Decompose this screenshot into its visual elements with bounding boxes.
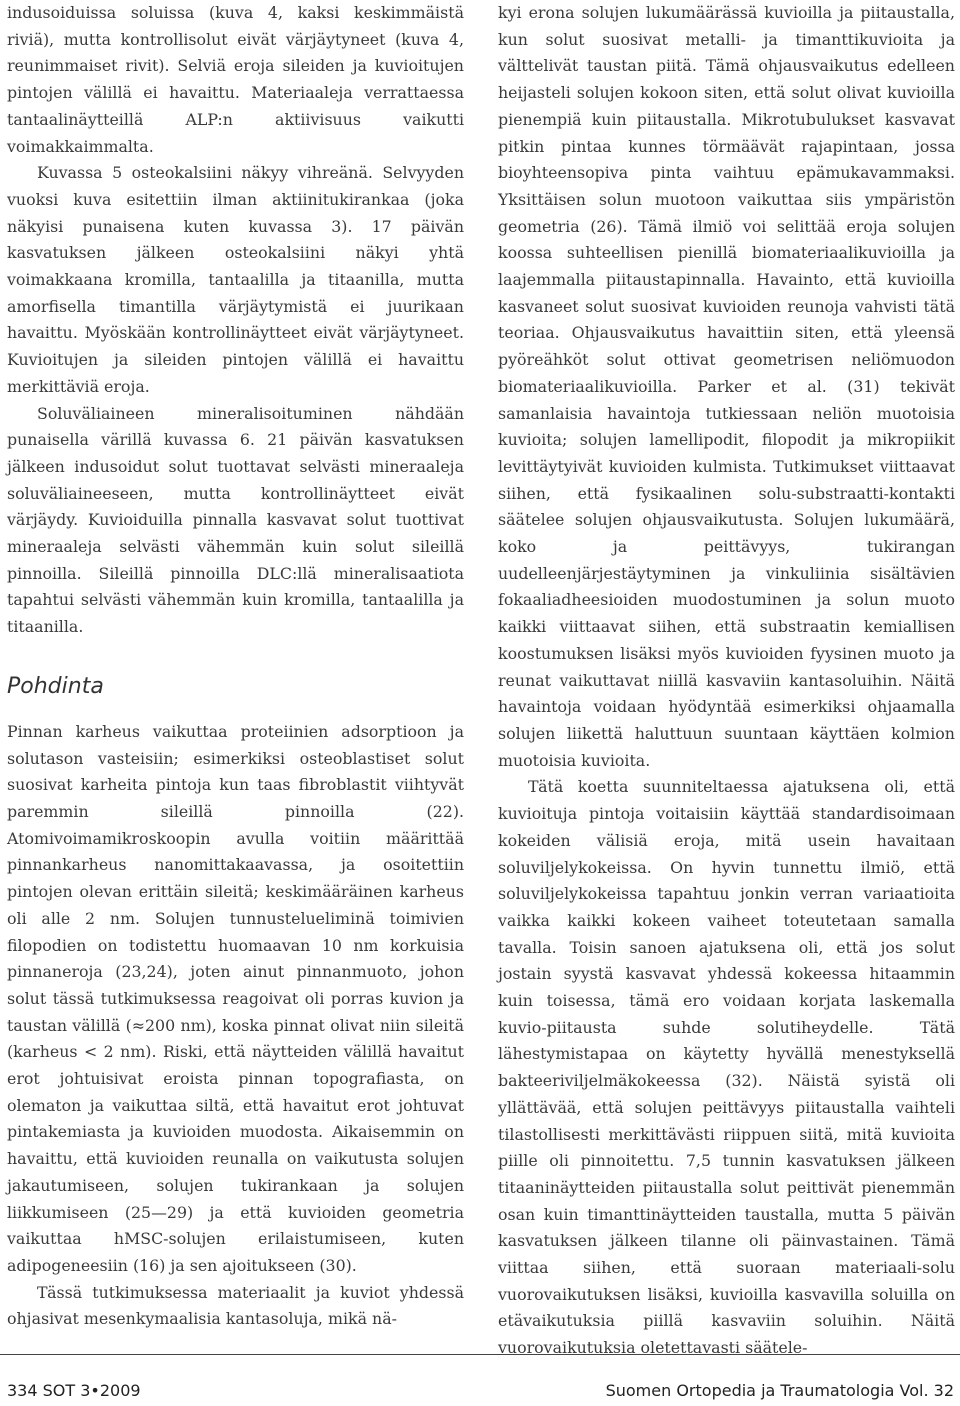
paragraph: Kuvassa 5 osteokalsiini näkyy vihreänä. Selvyyden vuoksi kuva esitettiin ilman aktiinitukirankaa (joka näkyisi punaisena kuten kuvassa 3). 17 päivän kasvatuksen jälkeen osteokalsiini näkyi yhtä voimakkaana kromilla, tantaalilla ja titaanilla, mutta amorfisella timantilla värjäytymistä ei juurikaan havaittu. Myöskään kontrollinäytteet eivät värjäytyneet. Kuvioitujen ja sileiden pintojen välillä ei havaittu merkittäviä eroja. xyxy=(7,163,464,396)
paragraph: Soluväliaineen mineralisoituminen nähdään punaisella värillä kuvassa 6. 21 päivän kasvatuksen jälkeen indusoidut solut tuottavat selvästi mineraaleja soluväliaineeseen, mutta kontrollinäytteet eivät värjäydy. Kuvioiduilla pinnalla kasvavat solut tuottivat mineraaleja selvästi vähemmän kuin solut sileillä pinnoilla. Sileillä pinnoilla DLC:llä mineralisaatiota tapahtui selvästi vähemmän kuin kromilla, tantaalilla ja titaanilla. xyxy=(7,403,464,637)
paragraph: Tässä tutkimuksessa materiaalit ja kuviot yhdessä ohjasivat mesenkymaalisia kantasoluja, mikä nä- xyxy=(7,1282,464,1329)
paragraph: kyi erona solujen lukumäärässä kuvioilla ja piitaustalla, kun solut suosivat metalli- ja timanttikuvioita ja välttelivät taustan piitä. Tämä ohjausvaikutus edelleen heijasteli solujen kokoon siten, että solut olivat kuvioilla pienempiä kuin piitaustalla. Mikrotubulukset kasvavat pitkin pintaa kunnes törmäävät rajapintaan, jossa bioyhteensopiva pinta vaihtuu epämukavammaksi. Yksittäisen solun muotoon vaikuttaa siis ympäristön geometria (26). Tämä ilmiö voi selittää eroja solujen koossa suhteellisen pienillä biomateriaalikuvioilla ja laajemmalla piitaustapinnalla. Havainto, että kuvioilla kasvaneet solut suosivat kuvioiden reunoja vahvisti tätä teoriaa. Ohjausvaikutus havaittiin siten, että yleensä pyöreähköt solut ottivat geometrisen neliömuodon biomateriaalikuvioilla. Parker et al. (31) tekivät samanlaisia havaintoja tutkiessaan neliön muotoisia kuvioita; solujen lamellipodit, filopodit ja mikropiikit levittäytyivät kuvioiden kulmista. Tutkimukset viittaavat siihen, että fysikaalinen solu-substraatti-kontakti säätelee solujen ohjausvaikutusta. Solujen lukumäärä, koko ja peittävyys, tukirangan uudelleenjärjestäytyminen ja vinkuliinia sisältävien fokaaliadheesioiden muodostuminen ja solun muoto kaikki viittaavat siihen, että substraatin kemiallisen koostumuksen lisäksi myös kuvioiden fyysinen muoto ja reunat vaikuttavat niillä kasvaviin kantasoluihin. Näitä havaintoja voidaan hyödyntää esimerkiksi ohjaamalla solujen liikettä haluttuun suuntaan käyttäen kolmion muotoisia kuvioita. xyxy=(498,3,955,770)
right-column xyxy=(498,0,955,1362)
paragraph: indusoiduissa soluissa (kuva 4, kaksi keskimmäistä riviä), mutta kontrollisolut eivät värjäytyneet (kuva 4, reunimmaiset rivit). Selviä eroja sileiden ja kuvioitujen pintojen välillä ei havaittu. Materiaaleja verrattaessa tantaalinäytteillä ALP:n aktiivisuus vaikutti voimakkaimmalta. xyxy=(7,3,464,156)
section-heading: Pohdinta xyxy=(7,673,104,699)
left-column xyxy=(7,0,464,1333)
paragraph: Pinnan karheus vaikuttaa proteiinien adsorptioon ja solutason vasteisiin; esimerkiksi osteoblastiset solut suosivat karheita pintoja kun taas fibroblastit viihtyvät paremmin sileillä pinnoilla (22). Atomivoimamikroskoopin avulla voitiin määrittää pinnankarheus nanomittakaavassa, ja osoitettiin pintojen olevan erittäin sileitä; keskimääräinen karheus oli alle 2 nm. Solujen tunnustelueliminä toimivien filopodien on todistettu huomaavan 10 nm korkuisia pinnaneroja (23,24), joten ainut pinnanmuoto, johon solut tässä tutkimuksessa reagoivat oli porras kuvion ja taustan välillä (≈200 nm), koska pinnat olivat niin sileitä (karheus < 2 nm). Riski, että näytteiden välillä havaitut erot johtuisivat eroista pinnan topografiasta, on olematon ja vaikuttaa siltä, että havaitut erot johtuvat pintakemiasta ja kuvioiden muodosta. Aikaisemmin on havaittu, että kuvioiden reunalla on vaikutusta solujen jakautumiseen, solujen tukirankaan ja solujen liikkumiseen (25—29) ja että kuvioiden geometria vaikuttaa hMSC-solujen erilaistumiseen, kuten adipogeneesiin (16) ja sen ajoitukseen (30). xyxy=(7,721,464,1275)
paragraph: Tätä koetta suunniteltaessa ajatuksena oli, että kuvioituja pintoja voitaisiin käyttää standardisoimaan kokeiden välisiä eroja, mitä usein havaitaan soluviljelykokeissa. On hyvin tunnettu ilmiö, että soluviljelykokeissa tapahtuu jonkin verran variaatioita vaikka kaikki kokeen vaiheet toteutetaan samalla tavalla. Toisin sanoen ajatuksena oli, että jos solut jostain syystä kasvavat yhdessä kokeessa hitaammin kuin toisessa, tämä ero voidaan korjata laskemalla kuvio-piitausta suhde solutiheydelle. Tätä lähestymistapaa on käytetty hyvällä menestyksellä bakteeriviljelmäkokeessa (32). Näistä syistä oli yllättävää, että solujen peittävyys piitaustalla vaihteli tilastollisesti merkittävästi riippuen siitä, mitä kuvioita piille oli pinnoitettu. 7,5 tunnin kasvatuksen jälkeen titaaninäytteiden piitaustalla solut peittivät pienemmän osan kuin timanttinäytteiden taustalla, mutta 5 päivän kasvatuksen jälkeen tilanne oli päinvastainen. Tämä viittaa siihen, että suoraan materiaali-solu vuorovaikutuksen lisäksi, kuvioilla kasvavilla soluilla on etävaikutuksia piillä kasvaviin soluihin. Näitä vuorovaikutuksia oletettavasti säätele- xyxy=(498,777,955,1358)
page-footer xyxy=(0,1381,960,1405)
footer-divider xyxy=(0,1354,960,1355)
footer-journal: Suomen Ortopedia ja Traumatologia Vol. 32 xyxy=(605,1381,954,1400)
footer-issue: 334 SOT 3•2009 xyxy=(7,1381,141,1400)
